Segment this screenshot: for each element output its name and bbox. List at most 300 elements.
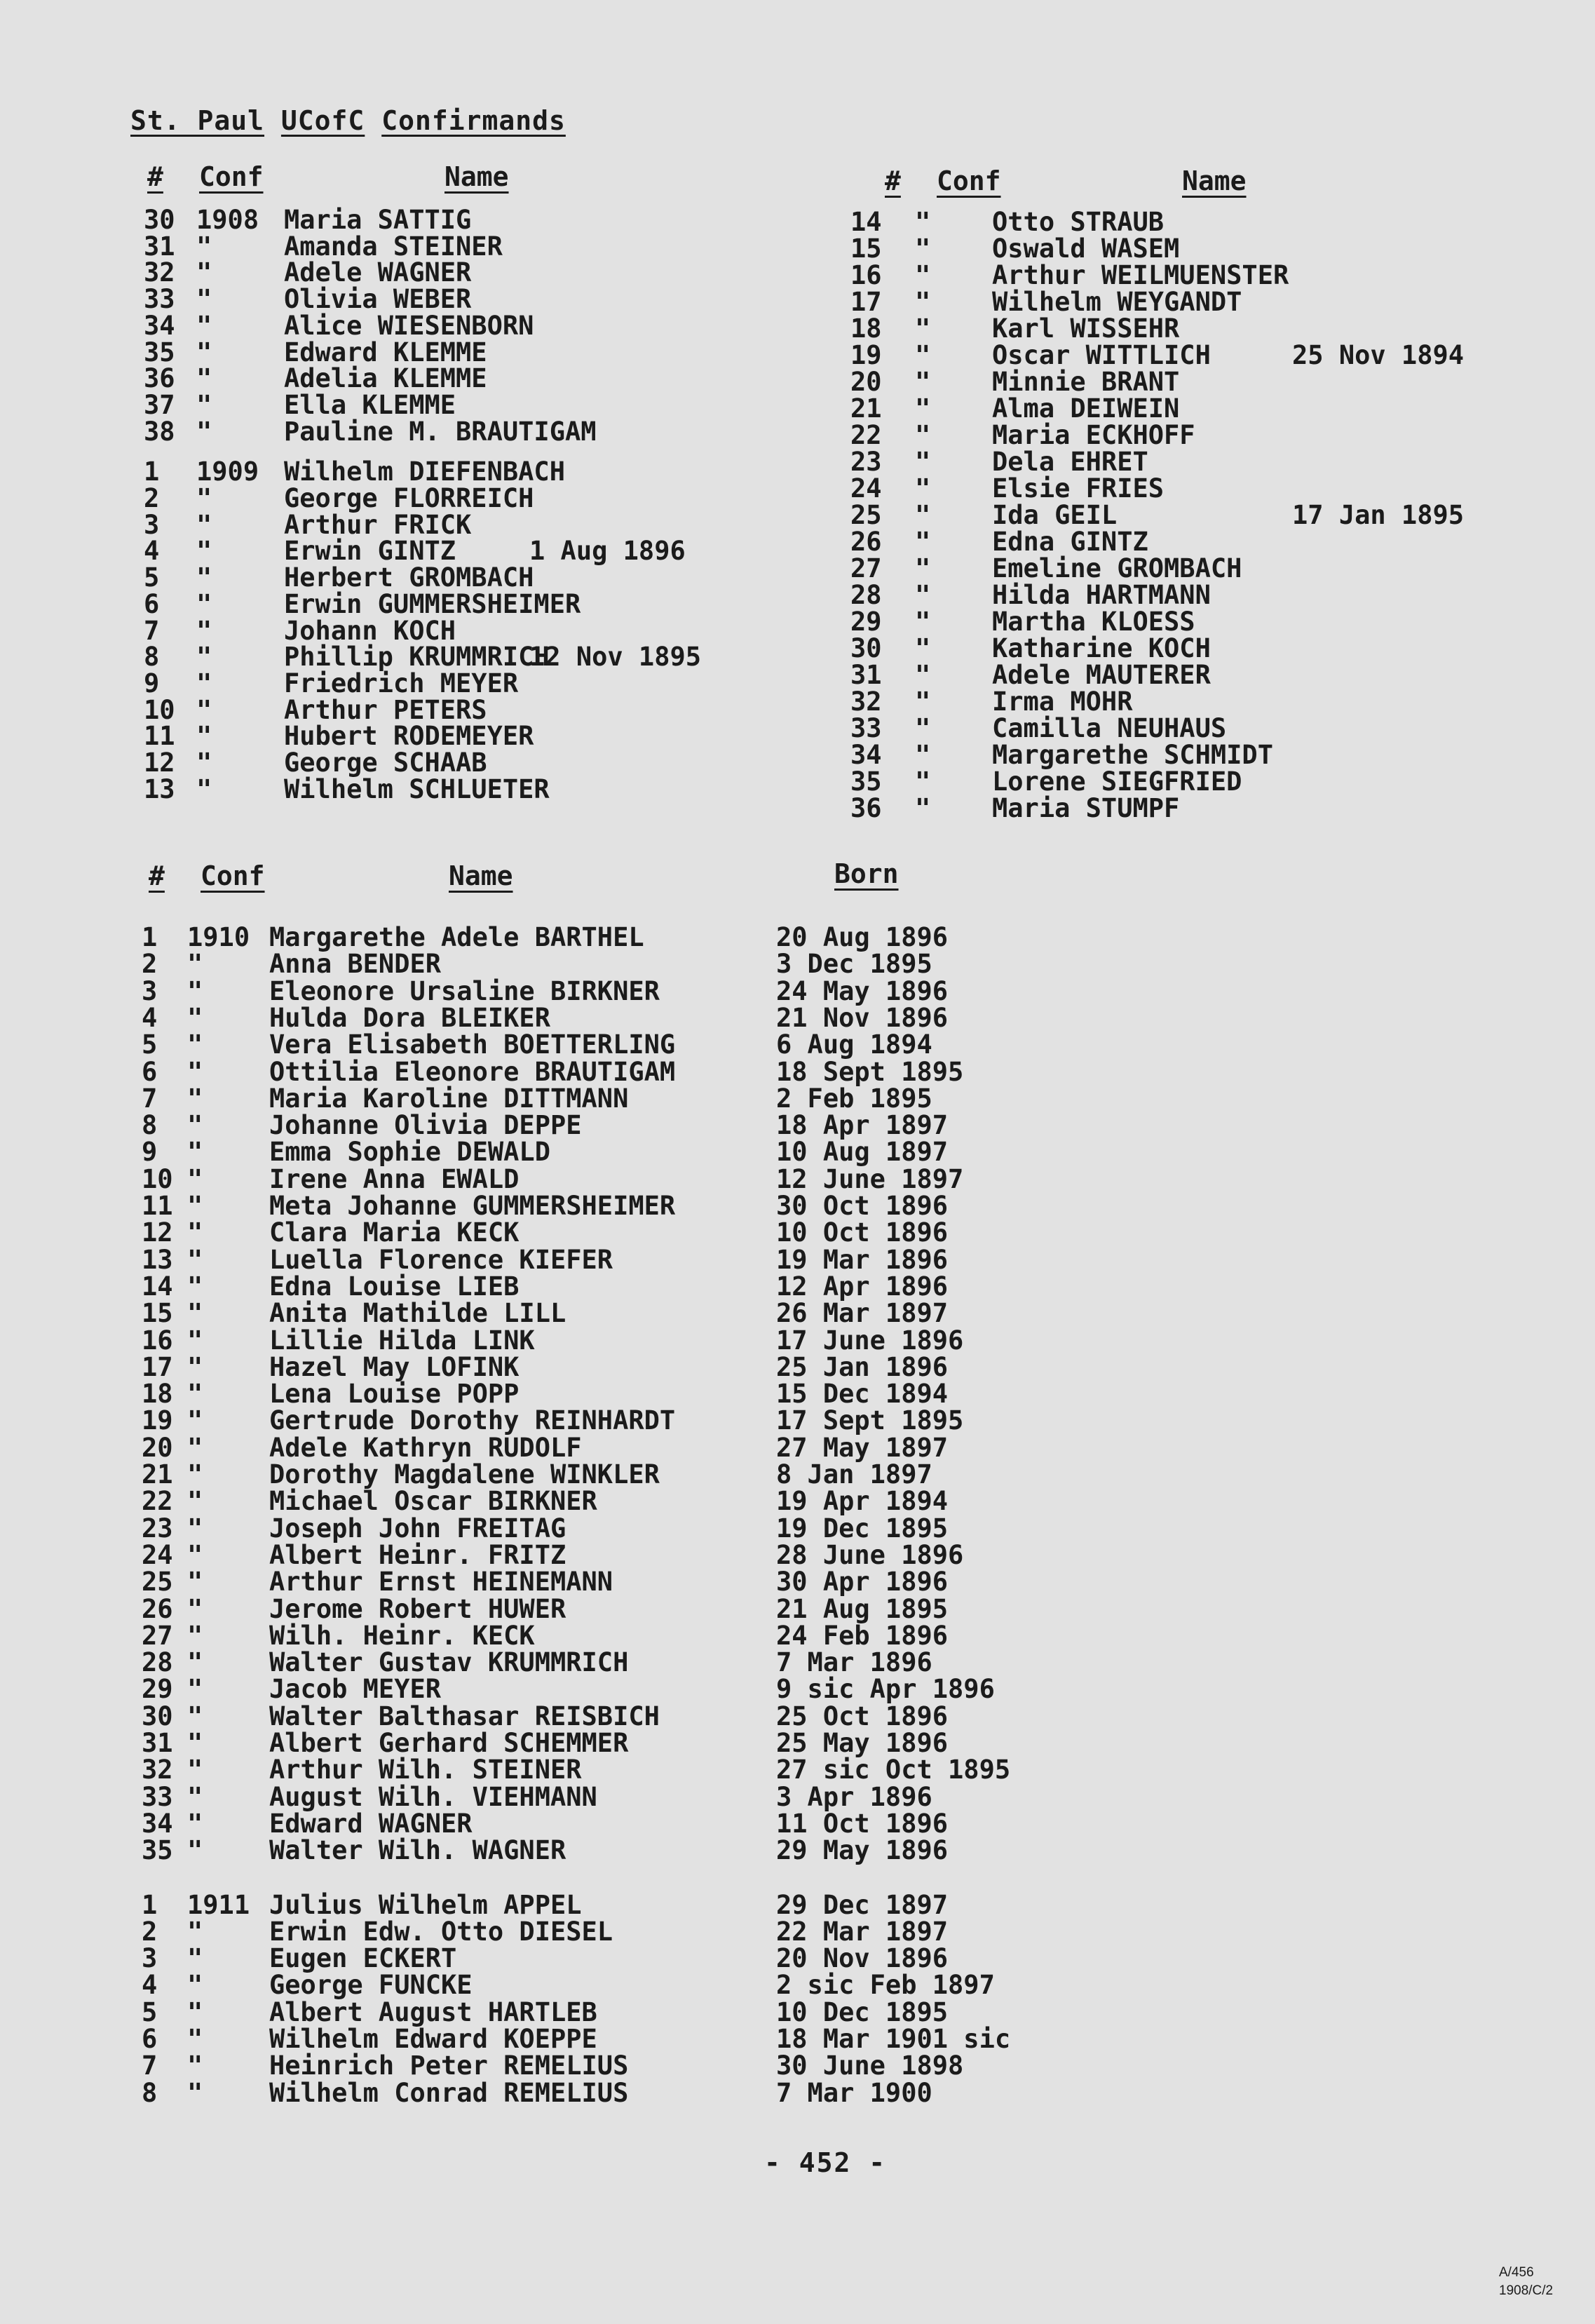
birth-date: 21 Aug 1895 bbox=[776, 1593, 949, 1624]
birth-date: 29 May 1896 bbox=[776, 1835, 949, 1866]
birth-date: 26 Mar 1897 bbox=[776, 1298, 949, 1329]
conf-year: " bbox=[915, 500, 931, 530]
confirmand-name: Adelia KLEMME bbox=[284, 363, 487, 394]
row-number: 30 bbox=[850, 633, 882, 663]
row-number: 11 bbox=[142, 1191, 173, 1221]
birth-date: 2 sic Feb 1897 bbox=[776, 1970, 995, 2001]
confirmand-name: George FLORREICH bbox=[284, 483, 534, 513]
conf-year: " bbox=[187, 1916, 203, 1947]
row-number: 23 bbox=[850, 447, 882, 477]
confirmand-name: Vera Elisabeth BOETTERLING bbox=[269, 1029, 676, 1060]
birth-date: 20 Aug 1896 bbox=[776, 922, 949, 952]
archive-ref-line1: A/456 bbox=[1499, 2265, 1534, 2280]
born-num-header: # bbox=[149, 860, 165, 891]
birth-date-note: 17 Jan 1895 bbox=[1292, 500, 1465, 530]
birth-date: 8 Jan 1897 bbox=[776, 1459, 932, 1489]
row-number: 3 bbox=[144, 509, 160, 540]
confirmand-name: Maria SATTIG bbox=[284, 205, 472, 235]
confirmand-name: Ottilia Eleonore BRAUTIGAM bbox=[269, 1056, 676, 1087]
confirmand-name: Jacob MEYER bbox=[269, 1674, 442, 1705]
confirmand-name: Herbert GROMBACH bbox=[284, 562, 534, 593]
conf-year: " bbox=[196, 389, 212, 420]
confirmand-name: George FUNCKE bbox=[269, 1970, 473, 2001]
row-number: 37 bbox=[144, 389, 175, 420]
right-conf-header: Conf bbox=[937, 165, 1001, 196]
birth-date: 18 Mar 1901 sic bbox=[776, 2024, 1011, 2054]
conf-year: " bbox=[187, 1083, 203, 1114]
conf-year: " bbox=[187, 1486, 203, 1517]
conf-year: 1909 bbox=[196, 457, 259, 487]
conf-year: 1910 bbox=[187, 922, 250, 952]
confirmand-name: Oscar WITTLICH bbox=[992, 340, 1211, 370]
row-number: 20 bbox=[142, 1432, 173, 1463]
row-number: 14 bbox=[850, 207, 882, 237]
birth-date: 29 Dec 1897 bbox=[776, 1889, 949, 1920]
birth-date: 30 Oct 1896 bbox=[776, 1191, 949, 1221]
row-number: 2 bbox=[142, 949, 158, 980]
conf-year: " bbox=[196, 668, 212, 698]
confirmand-name: Maria STUMPF bbox=[992, 793, 1180, 823]
confirmand-name: Wilh. Heinr. KECK bbox=[269, 1620, 535, 1651]
conf-year: " bbox=[187, 1620, 203, 1651]
conf-year: " bbox=[187, 2024, 203, 2054]
birth-date: 19 Apr 1894 bbox=[776, 1486, 949, 1517]
row-number: 9 bbox=[142, 1137, 158, 1168]
row-number: 6 bbox=[144, 588, 160, 619]
confirmand-name: Gertrude Dorothy REINHARDT bbox=[269, 1405, 676, 1436]
row-number: 1 bbox=[142, 1889, 158, 1920]
row-number: 21 bbox=[142, 1459, 173, 1489]
conf-year: " bbox=[196, 773, 212, 804]
confirmand-name: Maria ECKHOFF bbox=[992, 420, 1195, 450]
confirmand-name: Ella KLEMME bbox=[284, 389, 456, 420]
confirmand-name: Arthur WEILMUENSTER bbox=[992, 260, 1289, 290]
conf-year: " bbox=[187, 1567, 203, 1597]
birth-date: 15 Dec 1894 bbox=[776, 1379, 949, 1410]
conf-year: " bbox=[187, 1835, 203, 1866]
conf-year: " bbox=[196, 509, 212, 540]
confirmand-name: Olivia WEBER bbox=[284, 284, 472, 315]
birth-date: 30 June 1898 bbox=[776, 2051, 964, 2081]
row-number: 4 bbox=[144, 536, 160, 567]
row-number: 10 bbox=[142, 1163, 173, 1194]
conf-year: " bbox=[187, 1191, 203, 1221]
conf-year: " bbox=[915, 687, 931, 717]
birth-date: 18 Sept 1895 bbox=[776, 1056, 964, 1087]
row-number: 35 bbox=[850, 766, 882, 797]
conf-year: " bbox=[196, 562, 212, 593]
conf-year: " bbox=[187, 1728, 203, 1758]
birth-date: 19 Mar 1896 bbox=[776, 1244, 949, 1275]
confirmand-name: Anna BENDER bbox=[269, 949, 442, 980]
confirmand-name: Joseph John FREITAG bbox=[269, 1513, 566, 1543]
birth-date: 3 Apr 1896 bbox=[776, 1781, 932, 1812]
confirmand-name: Johann KOCH bbox=[284, 615, 456, 646]
conf-year: " bbox=[187, 2051, 203, 2081]
confirmand-name: Wilhelm SCHLUETER bbox=[284, 773, 550, 804]
confirmand-name: August Wilh. VIEHMANN bbox=[269, 1781, 597, 1812]
conf-year: " bbox=[915, 553, 931, 583]
conf-year: " bbox=[196, 363, 212, 394]
row-number: 7 bbox=[142, 1083, 158, 1114]
archive-reference bbox=[1499, 2264, 1553, 2300]
confirmand-name: Minnie BRANT bbox=[992, 367, 1180, 397]
conf-year: " bbox=[187, 1056, 203, 1087]
conf-year: " bbox=[187, 1970, 203, 2001]
birth-date: 11 Oct 1896 bbox=[776, 1808, 949, 1839]
row-number: 21 bbox=[850, 393, 882, 424]
conf-year: " bbox=[196, 337, 212, 367]
confirmand-name: Walter Wilh. WAGNER bbox=[269, 1835, 566, 1866]
conf-year: " bbox=[187, 1647, 203, 1678]
row-number: 32 bbox=[142, 1755, 173, 1785]
row-number: 27 bbox=[850, 553, 882, 583]
conf-year: " bbox=[187, 949, 203, 980]
confirmand-name: Michael Oscar BIRKNER bbox=[269, 1486, 597, 1517]
conf-year: " bbox=[915, 234, 931, 264]
row-number: 28 bbox=[850, 580, 882, 610]
row-number: 8 bbox=[142, 2077, 158, 2108]
confirmand-name: Erwin GINTZ bbox=[284, 536, 456, 567]
row-number: 22 bbox=[850, 420, 882, 450]
conf-year: " bbox=[196, 536, 212, 567]
row-number: 2 bbox=[144, 483, 160, 513]
confirmand-name: Wilhelm Conrad REMELIUS bbox=[269, 2077, 629, 2108]
confirmand-name: Wilhelm WEYGANDT bbox=[992, 287, 1242, 317]
confirmand-name: Lena Louise POPP bbox=[269, 1379, 520, 1410]
row-number: 32 bbox=[144, 257, 175, 288]
conf-year: 1908 bbox=[196, 205, 259, 235]
left-name-header: Name bbox=[444, 161, 509, 192]
conf-year: " bbox=[187, 1379, 203, 1410]
conf-year: " bbox=[187, 1808, 203, 1839]
confirmand-name: Hubert RODEMEYER bbox=[284, 721, 534, 752]
confirmand-name: Hilda HARTMANN bbox=[992, 580, 1211, 610]
row-number: 20 bbox=[850, 367, 882, 397]
row-number: 30 bbox=[142, 1701, 173, 1731]
confirmand-name: Arthur PETERS bbox=[284, 694, 487, 725]
conf-year: " bbox=[187, 1755, 203, 1785]
confirmand-name: Meta Johanne GUMMERSHEIMER bbox=[269, 1191, 676, 1221]
conf-year: " bbox=[187, 1163, 203, 1194]
birth-date: 27 May 1897 bbox=[776, 1432, 949, 1463]
row-number: 8 bbox=[144, 642, 160, 673]
conf-year: " bbox=[915, 260, 931, 290]
row-number: 10 bbox=[144, 694, 175, 725]
conf-year: " bbox=[196, 231, 212, 262]
confirmand-name: Walter Gustav KRUMMRICH bbox=[269, 1647, 629, 1678]
row-number: 7 bbox=[144, 615, 160, 646]
conf-year: " bbox=[915, 633, 931, 663]
birth-date: 19 Dec 1895 bbox=[776, 1513, 949, 1543]
row-number: 5 bbox=[142, 1997, 158, 2027]
conf-year: " bbox=[915, 740, 931, 770]
row-number: 3 bbox=[142, 975, 158, 1006]
conf-year: " bbox=[196, 257, 212, 288]
row-number: 31 bbox=[142, 1728, 173, 1758]
row-number: 12 bbox=[142, 1217, 173, 1248]
conf-year: 1911 bbox=[187, 1889, 250, 1920]
birth-date: 10 Oct 1896 bbox=[776, 1217, 949, 1248]
row-number: 26 bbox=[142, 1593, 173, 1624]
row-number: 15 bbox=[142, 1298, 173, 1329]
confirmand-name: Arthur FRICK bbox=[284, 509, 472, 540]
conf-year: " bbox=[187, 1781, 203, 1812]
confirmand-name: Adele WAGNER bbox=[284, 257, 472, 288]
conf-year: " bbox=[915, 287, 931, 317]
conf-year: " bbox=[915, 313, 931, 344]
row-number: 14 bbox=[142, 1271, 173, 1302]
confirmand-name: Margarethe Adele BARTHEL bbox=[269, 922, 644, 952]
birth-date: 21 Nov 1896 bbox=[776, 1002, 949, 1033]
page-number: - 452 - bbox=[764, 2147, 887, 2178]
row-number: 2 bbox=[142, 1916, 158, 1947]
birth-date: 3 Dec 1895 bbox=[776, 949, 932, 980]
conf-year: " bbox=[915, 766, 931, 797]
conf-year: " bbox=[187, 1351, 203, 1382]
birth-date: 20 Nov 1896 bbox=[776, 1943, 949, 1974]
conf-year: " bbox=[196, 748, 212, 778]
row-number: 34 bbox=[144, 310, 175, 341]
confirmand-name: Adele MAUTERER bbox=[992, 660, 1211, 690]
conf-year: " bbox=[196, 642, 212, 673]
row-number: 8 bbox=[142, 1110, 158, 1141]
confirmand-name: Wilhelm DIEFENBACH bbox=[284, 457, 565, 487]
row-number: 23 bbox=[142, 1513, 173, 1543]
row-number: 27 bbox=[142, 1620, 173, 1651]
confirmand-name: Alma DEIWEIN bbox=[992, 393, 1180, 424]
confirmand-name: Emeline GROMBACH bbox=[992, 553, 1242, 583]
row-number: 12 bbox=[144, 748, 175, 778]
conf-year: " bbox=[196, 483, 212, 513]
conf-year: " bbox=[187, 1217, 203, 1248]
conf-year: " bbox=[915, 473, 931, 504]
birth-date: 24 May 1896 bbox=[776, 975, 949, 1006]
confirmand-name: Jerome Robert HUWER bbox=[269, 1593, 566, 1624]
row-number: 29 bbox=[850, 607, 882, 637]
birth-date: 25 Jan 1896 bbox=[776, 1351, 949, 1382]
row-number: 33 bbox=[144, 284, 175, 315]
conf-year: " bbox=[196, 310, 212, 341]
conf-year: " bbox=[196, 416, 212, 447]
left-conf-header: Conf bbox=[199, 161, 264, 192]
row-number: 6 bbox=[142, 1056, 158, 1087]
confirmand-name: Eleonore Ursaline BIRKNER bbox=[269, 975, 660, 1006]
row-number: 29 bbox=[142, 1674, 173, 1705]
confirmand-name: Heinrich Peter REMELIUS bbox=[269, 2051, 629, 2081]
birth-date: 22 Mar 1897 bbox=[776, 1916, 949, 1947]
row-number: 16 bbox=[850, 260, 882, 290]
confirmand-name: Erwin GUMMERSHEIMER bbox=[284, 588, 581, 619]
confirmand-name: Phillip KRUMMRICH bbox=[284, 642, 550, 673]
conf-year: " bbox=[187, 1325, 203, 1356]
row-number: 15 bbox=[850, 234, 882, 264]
row-number: 33 bbox=[850, 713, 882, 743]
left-num-header: # bbox=[147, 161, 163, 192]
birth-date: 6 Aug 1894 bbox=[776, 1029, 932, 1060]
confirmand-name: Alice WIESENBORN bbox=[284, 310, 534, 341]
conf-year: " bbox=[196, 284, 212, 315]
birth-date: 9 sic Apr 1896 bbox=[776, 1674, 995, 1705]
row-number: 35 bbox=[142, 1835, 173, 1866]
row-number: 17 bbox=[850, 287, 882, 317]
row-number: 25 bbox=[850, 500, 882, 530]
conf-year: " bbox=[187, 1244, 203, 1275]
conf-year: " bbox=[196, 694, 212, 725]
confirmand-name: Erwin Edw. Otto DIESEL bbox=[269, 1916, 613, 1947]
conf-year: " bbox=[915, 420, 931, 450]
conf-year: " bbox=[915, 793, 931, 823]
confirmand-name: Dorothy Magdalene WINKLER bbox=[269, 1459, 660, 1489]
conf-year: " bbox=[187, 1271, 203, 1302]
row-number: 3 bbox=[142, 1943, 158, 1974]
confirmand-name: Wilhelm Edward KOEPPE bbox=[269, 2024, 597, 2054]
confirmand-name: Emma Sophie DEWALD bbox=[269, 1137, 550, 1168]
birth-date: 24 Feb 1896 bbox=[776, 1620, 949, 1651]
confirmand-name: Elsie FRIES bbox=[992, 473, 1165, 504]
conf-year: " bbox=[915, 607, 931, 637]
row-number: 13 bbox=[144, 773, 175, 804]
birth-date-note: 25 Nov 1894 bbox=[1292, 340, 1465, 370]
born-name-header: Name bbox=[449, 860, 513, 891]
born-conf-header: Conf bbox=[201, 860, 265, 891]
confirmand-name: Edward KLEMME bbox=[284, 337, 487, 367]
confirmand-name: Dela EHRET bbox=[992, 447, 1148, 477]
birth-date: 12 June 1897 bbox=[776, 1163, 964, 1194]
birth-date: 17 June 1896 bbox=[776, 1325, 964, 1356]
birth-date: 7 Mar 1900 bbox=[776, 2077, 932, 2108]
row-number: 6 bbox=[142, 2024, 158, 2054]
confirmand-name: Edna GINTZ bbox=[992, 527, 1148, 557]
conf-year: " bbox=[187, 975, 203, 1006]
row-number: 32 bbox=[850, 687, 882, 717]
row-number: 25 bbox=[142, 1567, 173, 1597]
confirmand-name: Albert Gerhard SCHEMMER bbox=[269, 1728, 629, 1758]
row-number: 19 bbox=[850, 340, 882, 370]
confirmand-name: Hulda Dora BLEIKER bbox=[269, 1002, 550, 1033]
row-number: 34 bbox=[142, 1808, 173, 1839]
conf-year: " bbox=[915, 447, 931, 477]
title-label: Confirmands bbox=[381, 105, 566, 136]
conf-year: " bbox=[187, 1943, 203, 1974]
row-number: 4 bbox=[142, 1002, 158, 1033]
row-number: 18 bbox=[850, 313, 882, 344]
conf-year: " bbox=[187, 1137, 203, 1168]
conf-year: " bbox=[187, 2077, 203, 2108]
conf-year: " bbox=[915, 713, 931, 743]
row-number: 36 bbox=[144, 363, 175, 394]
row-number: 9 bbox=[144, 668, 160, 698]
right-num-header: # bbox=[885, 165, 901, 196]
conf-year: " bbox=[915, 393, 931, 424]
row-number: 33 bbox=[142, 1781, 173, 1812]
right-name-header: Name bbox=[1182, 165, 1247, 196]
birth-date: 2 Feb 1895 bbox=[776, 1083, 932, 1114]
confirmand-name: Katharine KOCH bbox=[992, 633, 1211, 663]
conf-year: " bbox=[196, 615, 212, 646]
birth-date: 10 Dec 1895 bbox=[776, 1997, 949, 2027]
confirmand-name: Luella Florence KIEFER bbox=[269, 1244, 613, 1275]
confirmand-name: George SCHAAB bbox=[284, 748, 487, 778]
row-number: 18 bbox=[142, 1379, 173, 1410]
confirmand-name: Adele Kathryn RUDOLF bbox=[269, 1432, 582, 1463]
conf-year: " bbox=[915, 367, 931, 397]
confirmand-name: Arthur Ernst HEINEMANN bbox=[269, 1567, 613, 1597]
conf-year: " bbox=[187, 1405, 203, 1436]
title-org: UCofC bbox=[280, 105, 365, 136]
row-number: 16 bbox=[142, 1325, 173, 1356]
confirmand-name: Edward WAGNER bbox=[269, 1808, 473, 1839]
conf-year: " bbox=[915, 580, 931, 610]
conf-year: " bbox=[187, 1593, 203, 1624]
conf-year: " bbox=[915, 527, 931, 557]
born-date-header: Born bbox=[834, 858, 899, 889]
row-number: 4 bbox=[142, 1970, 158, 2001]
conf-year: " bbox=[187, 1539, 203, 1570]
confirmand-name: Irene Anna EWALD bbox=[269, 1163, 520, 1194]
conf-year: " bbox=[915, 207, 931, 237]
confirmand-name: Albert August HARTLEB bbox=[269, 1997, 597, 2027]
conf-year: " bbox=[187, 1002, 203, 1033]
birth-date: 7 Mar 1896 bbox=[776, 1647, 932, 1678]
conf-year: " bbox=[187, 1459, 203, 1489]
confirmand-name: Margarethe SCHMIDT bbox=[992, 740, 1273, 770]
row-number: 19 bbox=[142, 1405, 173, 1436]
birth-date: 12 Apr 1896 bbox=[776, 1271, 949, 1302]
confirmand-name: Pauline M. BRAUTIGAM bbox=[284, 416, 597, 447]
birth-date: 30 Apr 1896 bbox=[776, 1567, 949, 1597]
conf-year: " bbox=[915, 340, 931, 370]
confirmand-name: Amanda STEINER bbox=[284, 231, 503, 262]
row-number: 30 bbox=[144, 205, 175, 235]
row-number: 1 bbox=[144, 457, 160, 487]
row-number: 28 bbox=[142, 1647, 173, 1678]
confirmand-name: Arthur Wilh. STEINER bbox=[269, 1755, 582, 1785]
conf-year: " bbox=[187, 1298, 203, 1329]
birth-date-note: 1 Aug 1896 bbox=[529, 536, 686, 567]
confirmand-name: Walter Balthasar REISBICH bbox=[269, 1701, 660, 1731]
confirmand-name: Eugen ECKERT bbox=[269, 1943, 457, 1974]
conf-year: " bbox=[196, 588, 212, 619]
conf-year: " bbox=[196, 721, 212, 752]
page-title bbox=[130, 105, 566, 136]
row-number: 1 bbox=[142, 922, 158, 952]
confirmand-name: Albert Heinr. FRITZ bbox=[269, 1539, 566, 1570]
birth-date: 28 June 1896 bbox=[776, 1539, 964, 1570]
row-number: 17 bbox=[142, 1351, 173, 1382]
birth-date: 17 Sept 1895 bbox=[776, 1405, 964, 1436]
row-number: 31 bbox=[144, 231, 175, 262]
conf-year: " bbox=[915, 660, 931, 690]
row-number: 13 bbox=[142, 1244, 173, 1275]
confirmand-name: Martha KLOESS bbox=[992, 607, 1195, 637]
birth-date: 25 May 1896 bbox=[776, 1728, 949, 1758]
row-number: 35 bbox=[144, 337, 175, 367]
confirmand-name: Ida GEIL bbox=[992, 500, 1118, 530]
confirmand-name: Karl WISSEHR bbox=[992, 313, 1180, 344]
row-number: 31 bbox=[850, 660, 882, 690]
conf-year: " bbox=[187, 1513, 203, 1543]
conf-year: " bbox=[187, 1110, 203, 1141]
confirmand-name: Lorene SIEGFRIED bbox=[992, 766, 1242, 797]
archive-ref-line2: 1908/C/2 bbox=[1499, 2283, 1554, 2298]
confirmand-name: Edna Louise LIEB bbox=[269, 1271, 520, 1302]
confirmand-name: Hazel May LOFINK bbox=[269, 1351, 520, 1382]
confirmand-name: Anita Mathilde LILL bbox=[269, 1298, 566, 1329]
row-number: 26 bbox=[850, 527, 882, 557]
confirmand-name: Julius Wilhelm APPEL bbox=[269, 1889, 582, 1920]
birth-date: 10 Aug 1897 bbox=[776, 1137, 949, 1168]
